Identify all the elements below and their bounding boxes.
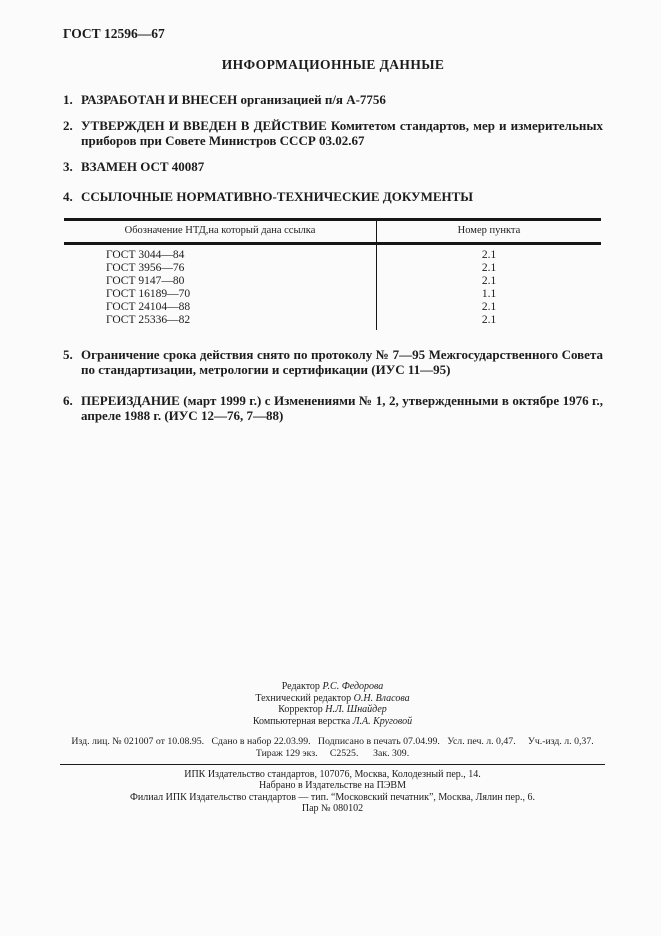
credit-line [60,681,605,693]
col-header-punkt: Номер пункта [377,219,602,243]
credit-name: О.Н. Власова [353,692,410,704]
page-title: ИНФОРМАЦИОННЫЕ ДАННЫЕ [221,57,445,72]
info-item-1 [63,92,603,108]
credit-role: Компьютерная верстка [252,715,351,727]
table-row [64,301,601,314]
cell-punkt: 2.1 [481,248,497,261]
publisher-line-1: ИПК Издательство стандартов, 107076, Москва, Колодезный пер., 14. [184,769,481,780]
cell-ntd: ГОСТ 3956—76 [64,262,377,275]
credit-line [60,704,605,716]
item-number: 5. [63,346,73,362]
item-number: 6. [63,392,73,408]
table-row [64,314,601,330]
credit-role: Корректор [278,704,323,715]
info-items [63,92,603,424]
credit-name: Р.С. Федорова [322,681,384,692]
imprint-line-2: Тираж 129 экз. С2525. Зак. 309. [255,747,410,759]
info-item-5 [63,347,603,378]
cell-punkt: 2.1 [481,313,497,326]
info-item-6 [63,393,603,424]
credit-name: Л.А. Круговой [352,715,413,727]
item-text: ПЕРЕИЗДАНИЕ (март 1999 г.) с Изменениями № 1, 2, утвержденными в октябре 1976 г., апреле 1988 г. (ИУС 12—76, 7—88) [81,392,603,423]
table-row [64,288,601,301]
ntd-references-table [64,218,601,330]
publisher-line-3: Филиал ИПК Издательство стандартов — тип. “Московский печатник”, Москва, Лялин пер., 6. [130,791,535,803]
item-text: УТВЕРЖДЕН И ВВЕДЕН В ДЕЙСТВИЕ Комитетом стандартов, мер и измерительных приборов при Совете Министров СССР 03.02.67 [81,117,603,148]
doc-number: ГОСТ 12596—67 [63,26,165,41]
credit-role: Технический редактор [255,692,352,704]
item-number: 1. [63,92,73,107]
cell-punkt: 2.1 [481,300,497,313]
item-text: ССЫЛОЧНЫЕ НОРМАТИВНО-ТЕХНИЧЕСКИЕ ДОКУМЕНТЫ [81,189,474,204]
item-number: 3. [63,158,73,174]
table-header-row [64,219,601,243]
cell-punkt: 1.1 [481,287,497,300]
cell-ntd: ГОСТ 16189—70 [64,288,377,301]
info-item-3 [63,159,603,175]
credit-line [60,693,605,705]
table-row [64,275,601,288]
imprint-line-1: Изд. лиц. № 021007 от 10.08.95. Сдано в набор 22.03.99. Подписано в печать 07.04.99. Усл. печ. л. 0,47. Уч.-изд. л. 0,37. [71,736,594,747]
credit-line [60,716,605,728]
credits-block [60,681,605,727]
cell-ntd: ГОСТ 9147—80 [64,275,377,288]
item-number: 4. [63,189,73,204]
info-item-4 [63,189,603,205]
credit-name: Н.Л. Шнайдер [325,704,387,715]
divider-rule [60,764,605,765]
table-row [64,262,601,275]
item-text: ВЗАМЕН ОСТ 40087 [81,158,205,174]
cell-ntd: ГОСТ 3044—84 [64,243,377,262]
colophon [0,681,661,814]
publisher-line-2: Набрано в Издательстве на ПЭВМ [259,780,406,792]
table-row [64,243,601,262]
cell-ntd: ГОСТ 25336—82 [64,314,377,330]
cell-ntd: ГОСТ 24104—88 [64,301,377,314]
item-text: Ограничение срока действия снято по протоколу № 7—95 Межгосударственного Совета по стандартизации, метрологии и сертификации (ИУС 11—95) [81,346,603,377]
info-item-2 [63,118,603,149]
credit-role: Редактор [281,681,320,692]
item-number: 2. [63,117,73,133]
cell-punkt: 2.1 [481,274,497,287]
cell-punkt: 2.1 [481,261,497,274]
item-text: РАЗРАБОТАН И ВНЕСЕН организацией п/я А-7756 [81,92,386,107]
print-permit-number: Пар № 080102 [301,803,364,815]
col-header-ntd: Обозначение НТД,на который дана ссылка [64,219,377,243]
